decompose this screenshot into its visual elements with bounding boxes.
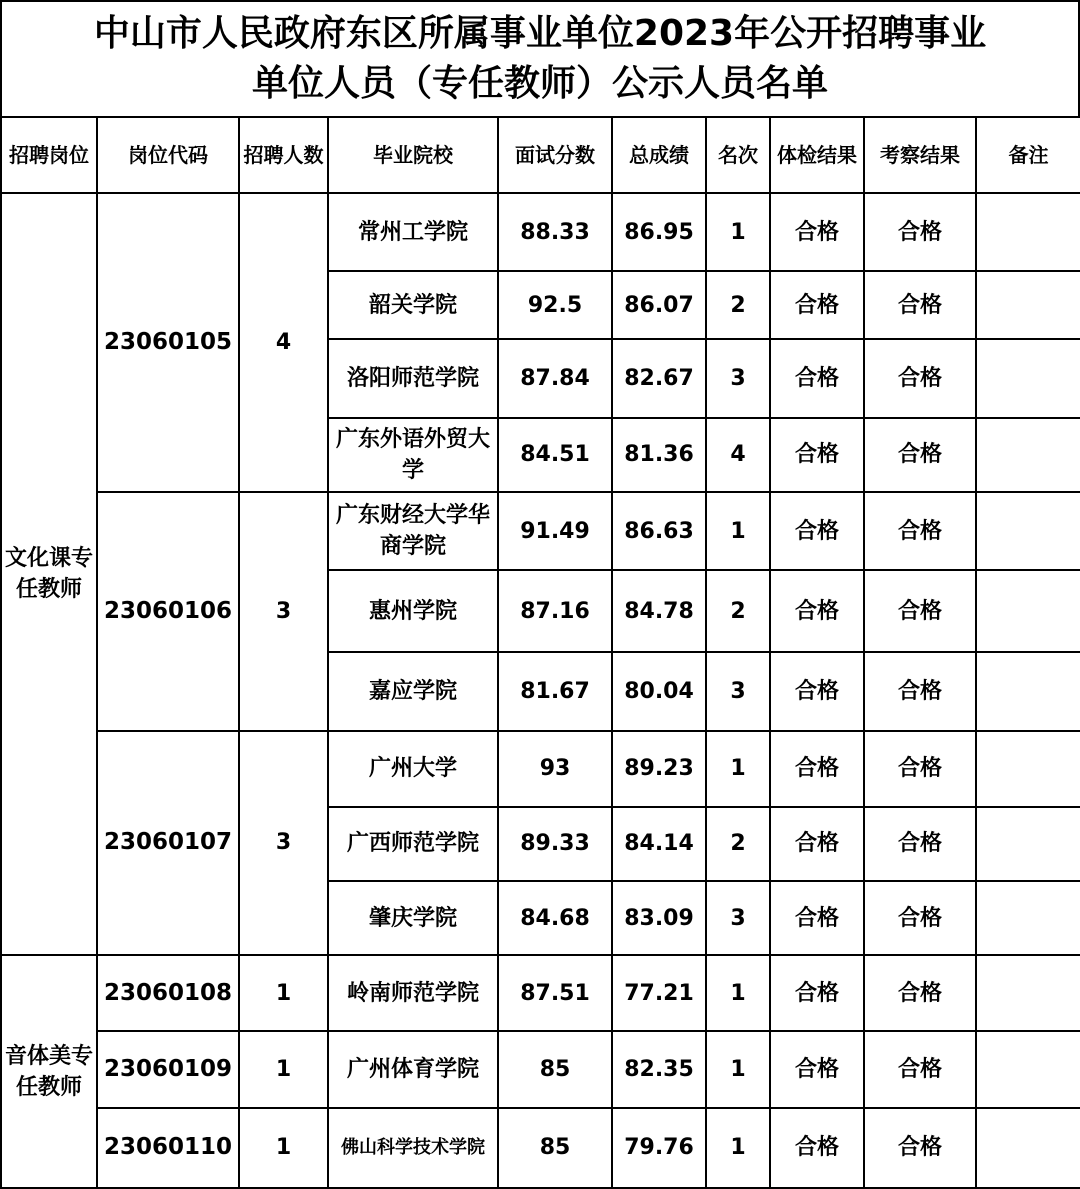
total-score-cell: 89.23 bbox=[612, 731, 706, 807]
interview-score-cell: 85 bbox=[498, 1031, 612, 1107]
school-cell: 广州体育学院 bbox=[328, 1031, 498, 1107]
rank-cell: 1 bbox=[706, 731, 770, 807]
rank-cell: 2 bbox=[706, 570, 770, 652]
physical-result-cell: 合格 bbox=[770, 418, 864, 492]
review-result-cell: 合格 bbox=[864, 193, 976, 271]
document-title bbox=[0, 0, 1080, 116]
review-result-cell: 合格 bbox=[864, 1031, 976, 1107]
header-cell: 招聘人数 bbox=[239, 117, 328, 193]
code-cell: 23060108 bbox=[97, 955, 239, 1031]
total-score-cell: 84.14 bbox=[612, 807, 706, 881]
interview-score-cell: 89.33 bbox=[498, 807, 612, 881]
interview-score-cell: 81.67 bbox=[498, 652, 612, 730]
results-table bbox=[0, 116, 1080, 1189]
physical-result-cell: 合格 bbox=[770, 1108, 864, 1188]
header-cell: 总成绩 bbox=[612, 117, 706, 193]
total-score-cell: 77.21 bbox=[612, 955, 706, 1031]
school-cell: 嘉应学院 bbox=[328, 652, 498, 730]
school-cell: 广东外语外贸大学 bbox=[328, 418, 498, 492]
rank-cell: 1 bbox=[706, 955, 770, 1031]
total-score-cell: 81.36 bbox=[612, 418, 706, 492]
total-score-cell: 86.95 bbox=[612, 193, 706, 271]
school-cell: 惠州学院 bbox=[328, 570, 498, 652]
note-cell bbox=[976, 807, 1080, 881]
code-cell: 23060110 bbox=[97, 1108, 239, 1188]
physical-result-cell: 合格 bbox=[770, 881, 864, 955]
physical-result-cell: 合格 bbox=[770, 570, 864, 652]
note-cell bbox=[976, 881, 1080, 955]
physical-result-cell: 合格 bbox=[770, 193, 864, 271]
interview-score-cell: 88.33 bbox=[498, 193, 612, 271]
rank-cell: 1 bbox=[706, 1108, 770, 1188]
table-row bbox=[1, 1031, 1080, 1107]
rank-cell: 2 bbox=[706, 271, 770, 339]
rank-cell: 4 bbox=[706, 418, 770, 492]
note-cell bbox=[976, 339, 1080, 417]
header-cell: 面试分数 bbox=[498, 117, 612, 193]
note-cell bbox=[976, 731, 1080, 807]
school-cell: 常州工学院 bbox=[328, 193, 498, 271]
header-cell: 备注 bbox=[976, 117, 1080, 193]
note-cell bbox=[976, 492, 1080, 570]
school-cell: 岭南师范学院 bbox=[328, 955, 498, 1031]
table-row bbox=[1, 1108, 1080, 1188]
header-cell: 体检结果 bbox=[770, 117, 864, 193]
interview-score-cell: 84.51 bbox=[498, 418, 612, 492]
rank-cell: 3 bbox=[706, 881, 770, 955]
count-cell: 1 bbox=[239, 1031, 328, 1107]
code-cell: 23060107 bbox=[97, 731, 239, 956]
interview-score-cell: 87.16 bbox=[498, 570, 612, 652]
table-row bbox=[1, 731, 1080, 807]
total-score-cell: 79.76 bbox=[612, 1108, 706, 1188]
note-cell bbox=[976, 570, 1080, 652]
header-row bbox=[1, 117, 1080, 193]
physical-result-cell: 合格 bbox=[770, 731, 864, 807]
count-cell: 1 bbox=[239, 955, 328, 1031]
code-cell: 23060106 bbox=[97, 492, 239, 731]
school-cell: 佛山科学技术学院 bbox=[328, 1108, 498, 1188]
header-cell: 毕业院校 bbox=[328, 117, 498, 193]
review-result-cell: 合格 bbox=[864, 570, 976, 652]
header-cell: 岗位代码 bbox=[97, 117, 239, 193]
interview-score-cell: 87.84 bbox=[498, 339, 612, 417]
school-cell: 肇庆学院 bbox=[328, 881, 498, 955]
count-cell: 3 bbox=[239, 731, 328, 956]
title-line-1: 中山市人民政府东区所属事业单位2023年公开招聘事业 bbox=[93, 13, 987, 54]
interview-score-cell: 92.5 bbox=[498, 271, 612, 339]
review-result-cell: 合格 bbox=[864, 881, 976, 955]
rank-cell: 2 bbox=[706, 807, 770, 881]
school-cell: 洛阳师范学院 bbox=[328, 339, 498, 417]
interview-score-cell: 93 bbox=[498, 731, 612, 807]
header-cell: 招聘岗位 bbox=[1, 117, 97, 193]
review-result-cell: 合格 bbox=[864, 492, 976, 570]
interview-score-cell: 91.49 bbox=[498, 492, 612, 570]
physical-result-cell: 合格 bbox=[770, 652, 864, 730]
physical-result-cell: 合格 bbox=[770, 955, 864, 1031]
interview-score-cell: 87.51 bbox=[498, 955, 612, 1031]
note-cell bbox=[976, 271, 1080, 339]
school-cell: 韶关学院 bbox=[328, 271, 498, 339]
table-row bbox=[1, 492, 1080, 570]
total-score-cell: 80.04 bbox=[612, 652, 706, 730]
physical-result-cell: 合格 bbox=[770, 492, 864, 570]
physical-result-cell: 合格 bbox=[770, 339, 864, 417]
note-cell bbox=[976, 1108, 1080, 1188]
header-cell: 考察结果 bbox=[864, 117, 976, 193]
interview-score-cell: 84.68 bbox=[498, 881, 612, 955]
note-cell bbox=[976, 1031, 1080, 1107]
count-cell: 1 bbox=[239, 1108, 328, 1188]
rank-cell: 1 bbox=[706, 193, 770, 271]
rank-cell: 3 bbox=[706, 652, 770, 730]
review-result-cell: 合格 bbox=[864, 807, 976, 881]
review-result-cell: 合格 bbox=[864, 652, 976, 730]
review-result-cell: 合格 bbox=[864, 339, 976, 417]
interview-score-cell: 85 bbox=[498, 1108, 612, 1188]
rank-cell: 3 bbox=[706, 339, 770, 417]
school-cell: 广州大学 bbox=[328, 731, 498, 807]
review-result-cell: 合格 bbox=[864, 418, 976, 492]
physical-result-cell: 合格 bbox=[770, 271, 864, 339]
total-score-cell: 82.35 bbox=[612, 1031, 706, 1107]
review-result-cell: 合格 bbox=[864, 271, 976, 339]
physical-result-cell: 合格 bbox=[770, 1031, 864, 1107]
code-cell: 23060105 bbox=[97, 193, 239, 492]
count-cell: 3 bbox=[239, 492, 328, 731]
total-score-cell: 82.67 bbox=[612, 339, 706, 417]
table-body bbox=[1, 193, 1080, 1188]
review-result-cell: 合格 bbox=[864, 955, 976, 1031]
school-cell: 广东财经大学华商学院 bbox=[328, 492, 498, 570]
title-line-2: 单位人员（专任教师）公示人员名单 bbox=[251, 63, 828, 104]
note-cell bbox=[976, 193, 1080, 271]
total-score-cell: 84.78 bbox=[612, 570, 706, 652]
table-row bbox=[1, 955, 1080, 1031]
table-row bbox=[1, 193, 1080, 271]
position-cell: 音体美专任教师 bbox=[1, 955, 97, 1188]
review-result-cell: 合格 bbox=[864, 1108, 976, 1188]
total-score-cell: 83.09 bbox=[612, 881, 706, 955]
physical-result-cell: 合格 bbox=[770, 807, 864, 881]
code-cell: 23060109 bbox=[97, 1031, 239, 1107]
total-score-cell: 86.07 bbox=[612, 271, 706, 339]
note-cell bbox=[976, 652, 1080, 730]
note-cell bbox=[976, 955, 1080, 1031]
review-result-cell: 合格 bbox=[864, 731, 976, 807]
total-score-cell: 86.63 bbox=[612, 492, 706, 570]
position-cell: 文化课专任教师 bbox=[1, 193, 97, 955]
rank-cell: 1 bbox=[706, 1031, 770, 1107]
header-cell: 名次 bbox=[706, 117, 770, 193]
count-cell: 4 bbox=[239, 193, 328, 492]
rank-cell: 1 bbox=[706, 492, 770, 570]
note-cell bbox=[976, 418, 1080, 492]
school-cell: 广西师范学院 bbox=[328, 807, 498, 881]
